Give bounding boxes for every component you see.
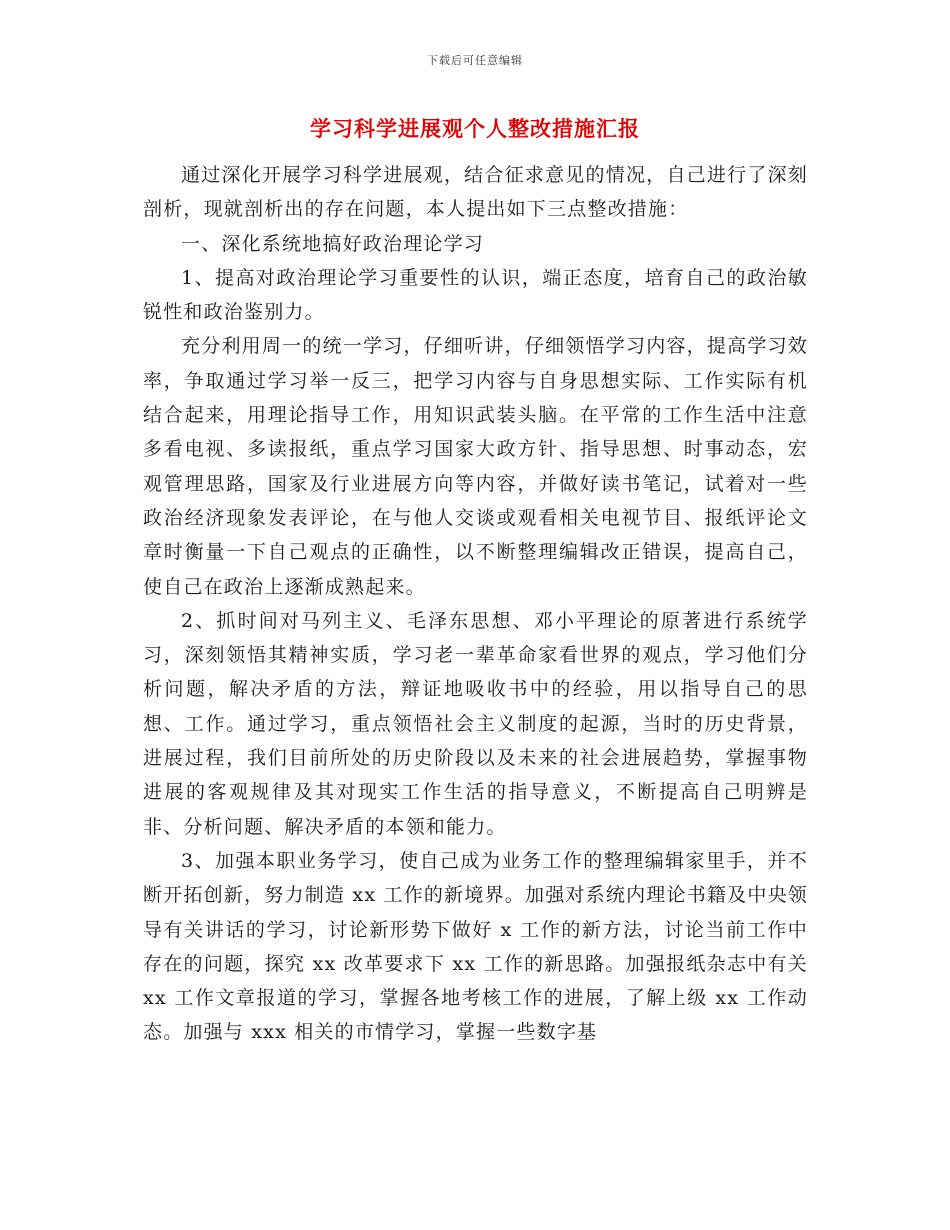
header-note: 下载后可任意编辑	[427, 54, 523, 67]
paragraph-item-3: 3、加强本职业务学习，使自己成为业务工作的整理编辑家里手，并不断开拓创新，努力制造 xx 工作的新境界。加强对系统内理论书籍及中央领导有关讲话的学习，讨论新形势下做好 x 工作的新方法，讨论当前工作中存在的问题，探究 xx 改革要求下 xx 工作的新思路。加强报纸杂志中有关 xx 工作文章报道的学习，掌握各地考核工作的进展，了解上级 xx 工作动态。加强与 xxx 相关的市情学习，掌握一些数字基	[143, 849, 808, 1044]
section-heading-1: 一、深化系统地搞好政治理论学习	[181, 232, 485, 255]
paragraph-item-1: 1、提高对政治理论学习重要性的认识，端正态度，培育自己的政治敏锐性和政治鉴别力。	[143, 266, 808, 324]
paragraph-intro: 通过深化开展学习科学进展观，结合征求意见的情况，自己进行了深刻剖析，现就剖析出的存在问题，本人提出如下三点整改措施：	[143, 164, 808, 221]
paragraph-item-2: 2、抓时间对马列主义、毛泽东思想、邓小平理论的原著进行系统学习，深刻领悟其精神实质，学习老一辈革命家看世界的观点，学习他们分析问题，解决矛盾的方法，辩证地吸收书中的经验，用以指导自己的思想、工作。通过学习，重点领悟社会主义制度的起源，当时的历史背景，进展过程，我们目前所处的历史阶段以及未来的社会进展趋势，掌握事物进展的客观规律及其对现实工作生活的指导意义，不断提高自己明辨是非、分析问题、解决矛盾的本领和能力。	[143, 609, 808, 838]
paragraph-study-details: 充分利用周一的统一学习，仔细听讲，仔细领悟学习内容，提高学习效率，争取通过学习举一反三，把学习内容与自身思想实际、工作实际有机结合起来，用理论指导工作，用知识武装头脑。在平常的工作生活中注意多看电视、多读报纸，重点学习国家大政方针、指导思想、时事动态，宏观管理思路，国家及行业进展方向等内容，并做好读书笔记，试着对一些政治经济现象发表评论，在与他人交谈或观看相关电视节目、报纸评论文章时衡量一下自己观点的正确性，以不断整理编辑改正错误，提高自己，使自己在政治上逐渐成熟起来。	[143, 335, 808, 598]
document-title: 学习科学进展观个人整改措施汇报	[310, 116, 640, 141]
document-body	[143, 158, 808, 1050]
